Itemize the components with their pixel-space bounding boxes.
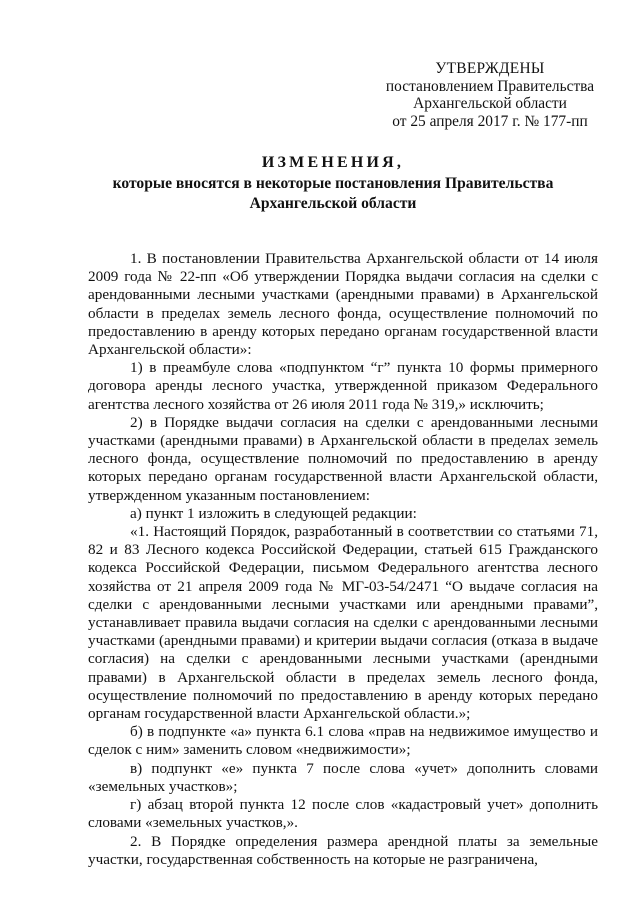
approval-date: от 25 апреля 2017 г. № 177-пп [392, 112, 588, 130]
paragraph: 2. В Порядке определения размера арендной платы за земельные участки, государственная собственность на которые не разграничена, [88, 832, 598, 868]
paragraph: в) подпункт «е» пункта 7 после слова «учет» дополнить словами «земельных участков»; [88, 759, 598, 795]
paragraph: 1) в преамбуле слова «подпунктом “г” пункта 10 формы примерного договора аренды лесного участка, утвержденной приказом Федерального агентства лесного хозяйства от 26 июля 2011 года № 319,» исключить; [88, 359, 598, 413]
paragraph: 1. В постановлении Правительства Архангельской области от 14 июля 2009 года № 22-пп «Об утверждении Порядка выдачи согласия на сделки с арендованными лесными участками (арендными правами) в Архангельской области в пределах земель лесного фонда, осуществление полномочий по предоставлению в аренду которых передано органам государственной власти Архангельской области»: [88, 250, 598, 359]
paragraph: «1. Настоящий Порядок, разработанный в соответствии со статьями 71, 82 и 83 Лесного кодекса Российской Федерации, статьей 615 Гражданского кодекса Российской Федерации, письмом Федерального агентства лесного хозяйства от 21 апреля 2009 года № МГ-03-54/2471 “О выдаче согласия на сделки с арендованными лесными участками или арендными правами”, устанавливает правила выдачи согласия на сделки с арендованными лесными участками (арендными правами) и критерии выдачи согласия (отказа в выдаче согласия) на сделки с арендованными лесными участками (арендными правами) в Архангельской области в пределах земель лесного фонда, осуществление полномочий по предоставлению в аренду которых передано органам государственной власти Архангельской области.»; [88, 523, 598, 723]
paragraph: г) абзац второй пункта 12 после слов «кадастровый учет» дополнить словами «земельных участков,». [88, 796, 598, 832]
document-subtitle: которые вносятся в некоторые постановления Правительства [112, 174, 554, 192]
paragraph: а) пункт 1 изложить в следующей редакции: [130, 504, 417, 522]
paragraph: 2) в Порядке выдачи согласия на сделки с арендованными лесными участками (арендными правами) в Архангельской области в пределах земель лесного фонда, осуществление полномочий по предоставлению в аренду которых передано органам государственной власти Архангельской области, утвержденном указанным постановлением: [88, 413, 598, 504]
approval-stamp [375, 60, 605, 130]
approval-title: УТВЕРЖДЕНЫ [435, 60, 545, 77]
approval-line: Архангельской области [413, 95, 567, 113]
document-title: ИЗМЕНЕНИЯ, [261, 154, 405, 171]
approval-line: постановлением Правительства [385, 77, 595, 95]
document-subtitle: Архангельской области [249, 195, 417, 212]
document-body [88, 250, 598, 869]
document-heading [88, 153, 578, 215]
paragraph: б) в подпункте «а» пункта 6.1 слова «прав на недвижимое имущество и сделок с ним» заменить словом «недвижимости»; [88, 723, 598, 759]
